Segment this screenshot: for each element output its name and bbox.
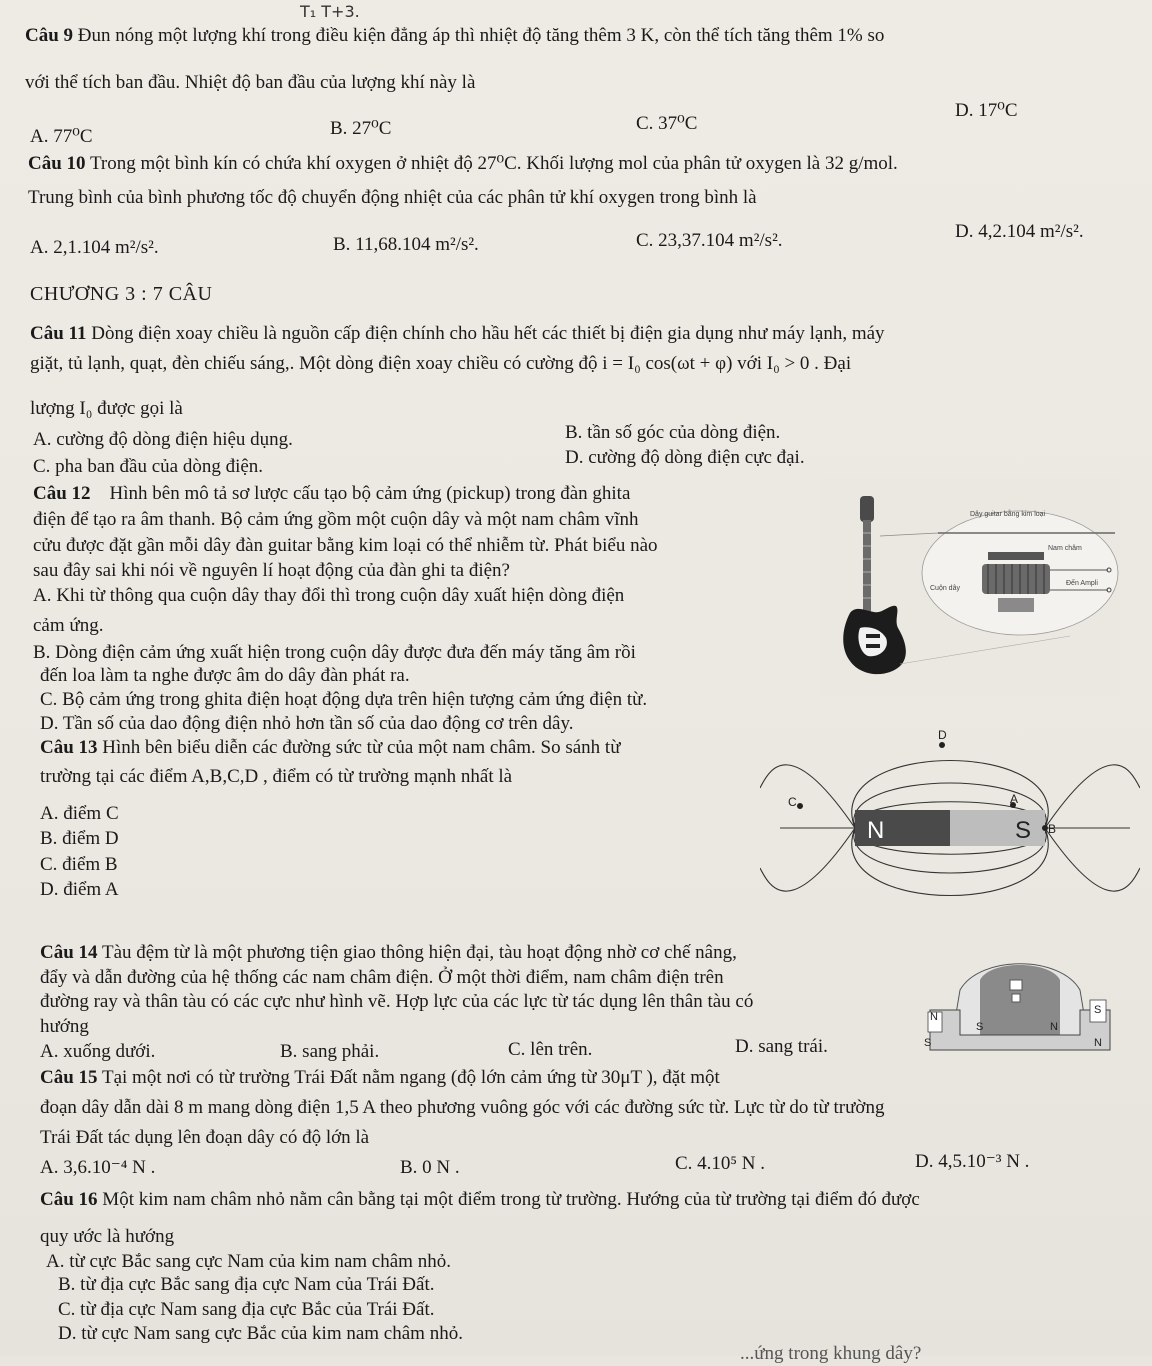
guitar-pickup-figure — [820, 478, 1120, 696]
q9-line1 — [25, 24, 884, 48]
q16-option-d: D. từ cực Nam sang cực Bắc của kim nam châm nhỏ. — [58, 1323, 463, 1344]
pole-s2: S — [976, 1021, 984, 1033]
q11-option-c: C. pha ban đầu của dòng điện. — [33, 456, 264, 477]
q9-option-a: A. 77⁰C — [30, 126, 93, 147]
q12-text1: Hình bên mô tả sơ lược cấu tạo bộ cảm ứng (pickup) trong đàn ghita — [109, 483, 631, 504]
q12-option-a1: A. Khi từ thông qua cuộn dây thay đổi thì trong cuộn dây xuất hiện dòng điện — [33, 585, 625, 606]
q9-line2: với thể tích ban đầu. Nhiệt độ ban đầu của lượng khí này là — [25, 72, 476, 93]
handwritten-note: T₁ T+3. — [300, 2, 360, 21]
cutoff-text: ...ứng trong khung dây? — [740, 1343, 922, 1364]
q12-option-b1: B. Dòng điện cảm ứng xuất hiện trong cuộn dây được đưa đến máy tăng âm rồi — [33, 642, 636, 663]
q11-label: Câu 11 — [30, 323, 87, 344]
q11-option-a: A. cường độ dòng điện hiệu dụng. — [33, 429, 293, 450]
q14-label: Câu 14 — [40, 942, 98, 963]
q15-line2: đoạn dây dẫn dài 8 m mang dòng điện 1,5 A theo phương vuông góc với các đường sức từ. Lực từ do từ trường — [40, 1097, 885, 1118]
q10-option-b: B. 11,68.104 m²/s². — [333, 234, 479, 255]
q12-line3: cửu được đặt gần mỗi dây đàn guitar bằng kim loại có thể nhiễm từ. Phát biểu nào — [33, 535, 658, 556]
q9-option-d: D. 17⁰C — [955, 100, 1018, 121]
coil-label: Cuộn dây — [930, 585, 960, 592]
q13-option-b: B. điểm D — [40, 828, 119, 849]
q14-option-d: D. sang trái. — [735, 1036, 828, 1057]
q9-text1: Đun nóng một lượng khí trong điều kiện đẳng áp thì nhiệt độ tăng thêm 3 K, còn thể tích tăng thêm 1% so — [77, 25, 885, 46]
point-b-label: B — [1048, 822, 1057, 836]
q10-line1 — [28, 152, 898, 176]
q10-option-a: A. 2,1.104 m²/s². — [30, 237, 159, 258]
chapter-heading: CHƯƠNG 3 : 7 CÂU — [30, 283, 213, 305]
q11-option-b: B. tần số góc của dòng điện. — [565, 422, 781, 443]
pole-n2: N — [1050, 1021, 1058, 1033]
pole-n3: N — [1094, 1037, 1102, 1049]
q15-label: Câu 15 — [40, 1067, 98, 1088]
pole-n1: N — [930, 1011, 938, 1023]
q13-text1: Hình bên biểu diễn các đường sức từ của một nam châm. So sánh từ — [102, 737, 621, 758]
q13-option-a: A. điểm C — [40, 803, 119, 824]
q9-option-b: B. 27⁰C — [330, 118, 392, 139]
q11-option-d: D. cường độ dòng điện cực đại. — [565, 447, 805, 468]
q9-label: Câu 9 — [25, 25, 74, 46]
magnet-field-figure — [760, 728, 1140, 928]
q14-option-a: A. xuống dưới. — [40, 1041, 156, 1062]
q14-line1 — [40, 941, 737, 965]
q10-text1: Trong một bình kín có chứa khí oxygen ở nhiệt độ 27⁰C. Khối lượng mol của phân tử oxygen là 32 g/mol. — [89, 153, 898, 174]
q15-line3: Trái Đất tác dụng lên đoạn dây có độ lớn là — [40, 1127, 370, 1148]
q13-option-c: C. điểm B — [40, 854, 118, 875]
q11-line1 — [30, 322, 885, 346]
q14-line4: hướng — [40, 1016, 89, 1037]
q14-line2: đẩy và dẫn đường của hệ thống các nam châm điện. Ở một thời điểm, nam châm điện trên — [40, 967, 724, 988]
q14-line3: đường ray và thân tàu có các cực như hình vẽ. Hợp lực của các lực từ tác dụng lên thân tàu có — [40, 991, 754, 1012]
q13-line1 — [40, 736, 621, 760]
point-d-label: D — [938, 728, 947, 742]
q14-option-b: B. sang phải. — [280, 1041, 380, 1062]
q16-line1 — [40, 1188, 920, 1212]
q13-option-d: D. điểm A — [40, 879, 119, 900]
q12-line4: sau đây sai khi nói về nguyên lí hoạt động của đàn ghi ta điện? — [33, 560, 510, 581]
string-label: Dây guitar bằng kim loại — [970, 511, 1046, 518]
q12-option-d: D. Tần số của dao động điện nhỏ hơn tần số của dao động cơ trên dây. — [40, 713, 574, 734]
q10-option-c: C. 23,37.104 m²/s². — [636, 230, 783, 251]
q16-label: Câu 16 — [40, 1189, 98, 1210]
q16-option-b: B. từ địa cực Bắc sang địa cực Nam của Trái Đất. — [58, 1274, 435, 1295]
q12-option-a2: cảm ứng. — [33, 615, 104, 636]
q12-option-b2: đến loa làm ta nghe được âm do dây đàn phát ra. — [40, 665, 410, 686]
pole-s3: S — [1094, 1004, 1102, 1016]
amp-label: Đến Ampli — [1066, 580, 1098, 587]
q15-text1: Tại một nơi có từ trường Trái Đất nằm ngang (độ lớn cảm ứng từ 30μT ), đặt một — [101, 1067, 720, 1088]
point-c-label: C — [788, 795, 797, 809]
q16-option-a: A. từ cực Bắc sang cực Nam của kim nam châm nhỏ. — [46, 1251, 451, 1272]
q16-option-c: C. từ địa cực Nam sang địa cực Bắc của Trái Đất. — [58, 1299, 435, 1320]
q15-option-a: A. 3,6.10⁻⁴ N . — [40, 1157, 156, 1178]
q15-option-c: C. 4.10⁵ N . — [675, 1153, 766, 1174]
point-a-label: A — [1010, 792, 1019, 806]
maglev-figure — [920, 950, 1120, 1060]
magnet-label: Nam châm — [1048, 545, 1082, 552]
south-label: S — [1015, 817, 1032, 844]
q13-line2: trường tại các điểm A,B,C,D , điểm có từ trường mạnh nhất là — [40, 766, 513, 787]
q11-line2: giặt, tủ lạnh, quạt, đèn chiếu sáng,. Một dòng điện xoay chiều có cường độ i = I₀ cos(ωt + φ) với I₀ > 0 . Đại — [30, 353, 852, 374]
q10-label: Câu 10 — [28, 153, 86, 174]
q14-option-c: C. lên trên. — [508, 1039, 593, 1060]
q14-text1: Tàu đệm từ là một phương tiện giao thông hiện đại, tàu hoạt động nhờ cơ chế nâng, — [101, 942, 737, 963]
pole-s1: S — [924, 1037, 932, 1049]
q10-line2: Trung bình của bình phương tốc độ chuyển động nhiệt của các phân tử khí oxygen trong bình là — [28, 187, 757, 208]
q10-option-d: D. 4,2.104 m²/s². — [955, 221, 1084, 242]
q11-text1: Dòng điện xoay chiều là nguồn cấp điện chính cho hầu hết các thiết bị điện gia dụng như máy lạnh, máy — [91, 323, 885, 344]
q11-line3: lượng I₀ được gọi là — [30, 398, 183, 419]
q12-line1 — [33, 482, 630, 506]
q16-line2: quy ước là hướng — [40, 1226, 175, 1247]
q12-label: Câu 12 — [33, 483, 91, 504]
q12-line2: điện để tạo ra âm thanh. Bộ cảm ứng gồm một cuộn dây và một nam châm vĩnh — [33, 509, 639, 530]
q15-option-b: B. 0 N . — [400, 1157, 460, 1178]
q9-option-c: C. 37⁰C — [636, 113, 698, 134]
q12-option-c: C. Bộ cảm ứng trong ghita điện hoạt động dựa trên hiện tượng cảm ứng điện từ. — [40, 689, 648, 710]
q16-text1: Một kim nam châm nhỏ nằm cân bằng tại một điểm trong từ trường. Hướng của từ trường tại điểm đó được — [102, 1189, 920, 1210]
q15-line1 — [40, 1066, 720, 1090]
q15-option-d: D. 4,5.10⁻³ N . — [915, 1151, 1030, 1172]
q13-label: Câu 13 — [40, 737, 98, 758]
north-label: N — [867, 817, 885, 844]
